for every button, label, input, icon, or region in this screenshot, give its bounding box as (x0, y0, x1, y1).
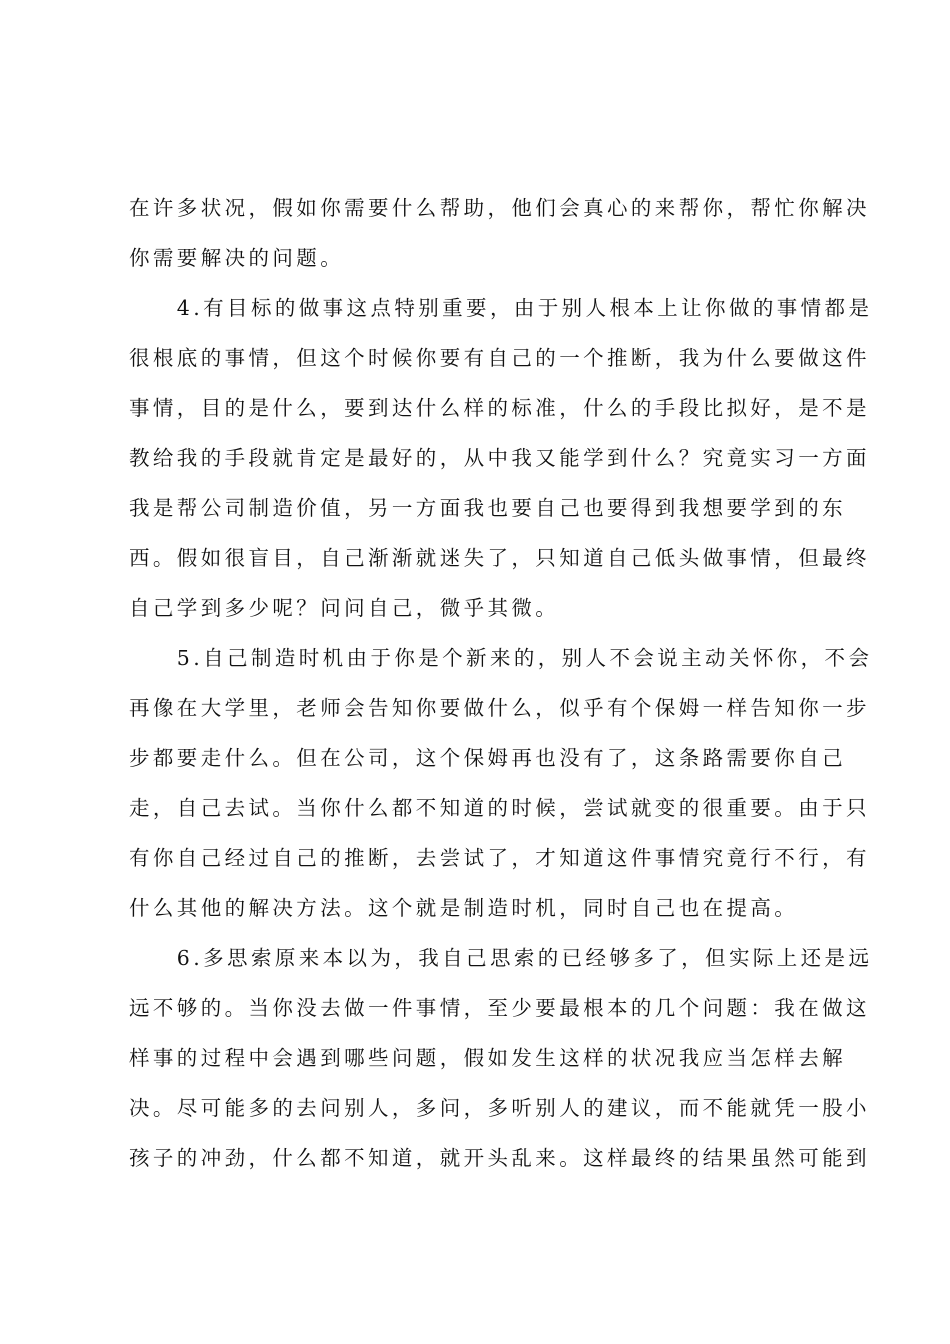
text-line: 什么其他的解决方法。这个就是制造时机，同时自己也在提高。 (129, 896, 799, 920)
document-body (129, 183, 873, 1183)
text-line: 走，自己去试。当你什么都不知道的时候，尝试就变的很重要。由于只 (129, 796, 870, 820)
text-line: 我是帮公司制造价值，另一方面我也要自己也要得到我想要学到的东 (129, 496, 846, 520)
text-line: 步都要走什么。但在公司，这个保姆再也没有了，这条路需要你自己 (129, 746, 846, 770)
text-line: 远不够的。当你没去做一件事情，至少要最根本的几个问题：我在做这 (129, 996, 870, 1020)
text-line: 样事的过程中会遇到哪些问题，假如发生这样的状况我应当怎样去解 (129, 1046, 846, 1070)
paragraph-4-start: 4.有目标的做事这点特别重要，由于别人根本上让你做的事情都是 (129, 296, 873, 320)
text-line: 在许多状况，假如你需要什么帮助，他们会真心的来帮你，帮忙你解决 (129, 196, 870, 220)
text-line: 孩子的冲劲，什么都不知道，就开头乱来。这样最终的结果虽然可能到 (129, 1146, 870, 1170)
text-line: 西。假如很盲目，自己渐渐就迷失了，只知道自己低头做事情，但最终 (129, 546, 870, 570)
text-line: 你需要解决的问题。 (129, 246, 345, 270)
text-line: 再像在大学里，老师会告知你要做什么，似乎有个保姆一样告知你一步 (129, 696, 870, 720)
text-line: 有你自己经过自己的推断，去尝试了，才知道这件事情究竟行不行，有 (129, 846, 870, 870)
text-line: 很根底的事情，但这个时候你要有自己的一个推断，我为什么要做这件 (129, 346, 870, 370)
text-line: 事情，目的是什么，要到达什么样的标准，什么的手段比拟好，是不是 (129, 396, 870, 420)
paragraph-6-start: 6.多思索原来本以为，我自己思索的已经够多了，但实际上还是远 (129, 946, 873, 970)
text-line: 自己学到多少呢？问问自己，微乎其微。 (129, 596, 560, 620)
text-line: 教给我的手段就肯定是最好的，从中我又能学到什么？究竟实习一方面 (129, 446, 870, 470)
paragraph-5-start: 5.自己制造时机由于你是个新来的，别人不会说主动关怀你，不会 (129, 646, 873, 670)
text-line: 决。尽可能多的去问别人，多问，多听别人的建议，而不能就凭一股小 (129, 1096, 870, 1120)
